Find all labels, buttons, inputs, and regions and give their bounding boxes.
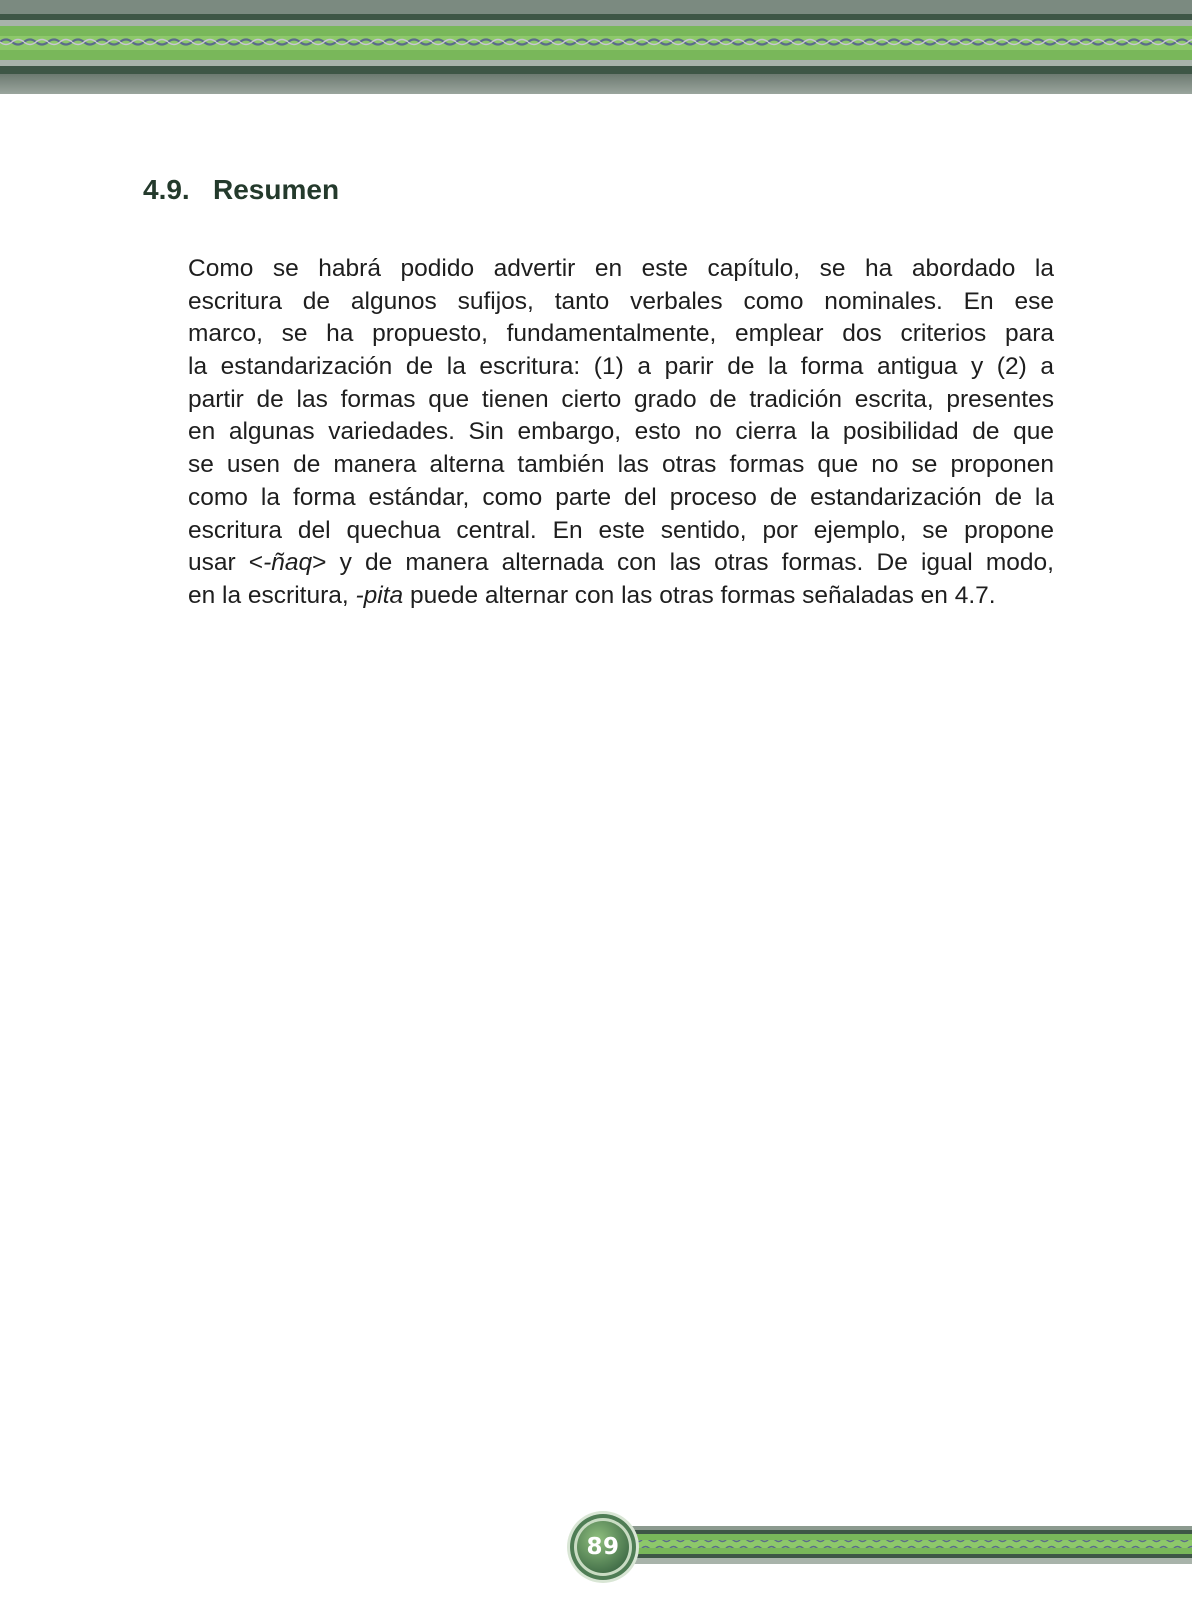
- paragraph-line: se usen de manera alterna también las otras formas que no se proponen: [188, 451, 1054, 479]
- line-text: en la escritura,: [188, 581, 356, 609]
- paragraph-line: como la forma estándar, como parte del proceso de estandarización de la: [188, 483, 1054, 511]
- paragraph-line: escritura del quechua central. En este sentido, por ejemplo, se propone: [188, 516, 1054, 544]
- paragraph-line: [188, 580, 1054, 613]
- section-heading: [143, 173, 339, 207]
- suffix-term: -ñaq: [263, 549, 313, 577]
- paragraph-line: [188, 547, 1054, 580]
- paragraph-line: marco, se ha propuesto, fundamentalmente, emplear dos criterios para: [188, 320, 1054, 348]
- line-text: > y de manera alternada con las otras formas. De igual modo,: [312, 549, 1054, 577]
- paragraph-line: Como se habrá podido advertir en este capítulo, se ha abordado la: [188, 255, 1054, 282]
- page-number: 89: [586, 1534, 620, 1560]
- footer-decorative-band: [600, 1520, 1192, 1572]
- section-number: 4.9.: [143, 174, 190, 205]
- paragraph-line: la estandarización de la escritura: (1) a parir de la forma antigua y (2) a: [188, 353, 1054, 381]
- paragraph-line: en algunas variedades. Sin embargo, esto no cierra la posibilidad de que: [188, 418, 1054, 446]
- suffix-term: -pita: [355, 581, 404, 609]
- line-text: puede alternar con las otras formas señaladas en 4.7.: [403, 581, 996, 609]
- summary-paragraph: [188, 253, 1054, 613]
- paragraph-line: escritura de algunos sufijos, tanto verbales como nominales. En ese: [188, 287, 1054, 315]
- section-title: Resumen: [213, 174, 340, 205]
- paragraph-line: partir de las formas que tienen cierto grado de tradición escrita, presentes: [188, 385, 1054, 413]
- header-decorative-band: [0, 0, 1192, 96]
- line-text: usar <: [188, 549, 264, 577]
